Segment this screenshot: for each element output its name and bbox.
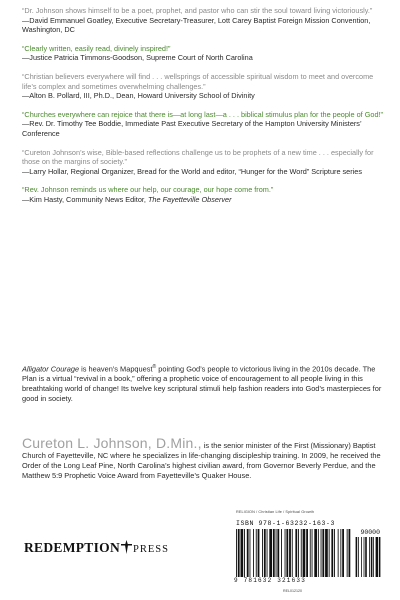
barcode-bar	[277, 529, 279, 577]
barcode-bar	[342, 529, 344, 577]
publisher-logo	[24, 540, 169, 558]
barcode-bar	[267, 529, 268, 577]
barcode-bar	[314, 529, 317, 577]
barcode-bar	[236, 529, 237, 577]
endorsement-3	[22, 72, 388, 101]
barcode-bar	[264, 529, 266, 577]
endorsement-attribution: —David Emmanuel Goatley, Executive Secretary-Treasurer, Lott Carey Baptist Foreign Mission Convention, Washington, DC	[22, 15, 371, 35]
barcode-bar	[292, 529, 293, 577]
reference-code: REL012120	[283, 589, 302, 593]
barcode-bar	[289, 529, 291, 577]
book-description	[22, 362, 384, 404]
endorsement-4	[22, 110, 388, 139]
endorsement-attribution: —Justice Patricia Timmons-Goodson, Supreme Court of North Carolina	[22, 53, 253, 63]
publisher-name-press: PRESS	[133, 544, 169, 556]
barcode-bar	[306, 529, 308, 577]
author-name: Cureton L. Johnson, D.Min.,	[22, 435, 202, 451]
price-barcode-bar	[373, 537, 374, 577]
redemption-press-logo-icon	[121, 540, 132, 558]
barcode-bar	[238, 529, 240, 577]
endorsement-6	[22, 185, 388, 204]
barcode-bar	[285, 529, 286, 577]
publisher-name: REDEMPTION	[24, 540, 121, 556]
endorsement-quote: “Cureton Johnson’s wise, Bible-based reflections challenge us to be prophets of a new time . . . especially for those on the margins of society.”	[22, 147, 374, 167]
barcode-bar	[269, 529, 272, 577]
barcode-bar	[286, 529, 288, 577]
isbn-barcode	[232, 520, 382, 586]
price-barcode-bar	[358, 537, 359, 577]
barcode-bar	[256, 529, 257, 577]
price-barcode-bar	[371, 537, 373, 577]
barcode-bar	[250, 529, 251, 577]
endorsement-attribution: —Rev. Dr. Timothy Tee Boddie, Immediate Past Executive Secretary of the Hampton University Ministers’ Conference	[22, 119, 362, 138]
barcode-bar	[276, 529, 277, 577]
price-barcode-bar	[356, 537, 358, 577]
barcode-bar	[321, 529, 322, 577]
barcode-bar	[253, 529, 254, 577]
endorsement-quote: “Churches everywhere can rejoice that there is—at long last—a . . . biblical stimulus plan for the people of God!”	[22, 109, 383, 119]
endorsements	[22, 6, 388, 214]
barcode-bar	[301, 529, 302, 577]
barcode-bar	[241, 529, 244, 577]
barcode-bar	[340, 529, 341, 577]
endorsement-quote: “Christian believers everywhere will find . . . wellsprings of accessible spiritual wisdom to meet and overcome life’s complex and sometimes overwhelming challenges.”	[22, 71, 374, 91]
publication-title: The Fayetteville Observer	[147, 194, 232, 204]
endorsement-5	[22, 148, 388, 177]
barcode-bar	[298, 529, 299, 577]
attribution-text: —Kim Hasty, Community News Editor,	[22, 194, 148, 204]
author-bio	[22, 436, 384, 481]
bisac-category: RELIGION / Christian Life / Spiritual Growth	[236, 510, 315, 514]
barcode-bar	[334, 529, 335, 577]
barcode-bar	[338, 529, 339, 577]
endorsement-quote: “Rev. Johnson reminds us where our help, our courage, our hope come from.”	[22, 185, 274, 195]
price-barcode-bar	[379, 537, 381, 577]
endorsement-quote: “Dr. Johnson shows himself to be a poet, prophet, and pastor who can stir the soul toward living victoriously.”	[22, 6, 373, 15]
endorsement-quote: “Clearly written, easily read, divinely inspired!”	[22, 43, 171, 53]
price-barcode-bar	[369, 537, 370, 577]
barcode-bar	[247, 529, 249, 577]
price-code: 90000	[360, 529, 380, 536]
barcode-bar	[312, 529, 313, 577]
barcode-bar	[331, 529, 333, 577]
description-text: is heaven’s Mapquest	[79, 364, 153, 374]
isbn-number: ISBN 978-1-63232-163-3	[236, 520, 336, 527]
barcode-bar	[310, 529, 311, 577]
endorsement-1	[22, 6, 388, 35]
barcode-bar	[303, 529, 306, 577]
endorsement-attribution: —Alton B. Pollard, III, Ph.D., Dean, Howard University School of Divinity	[22, 91, 255, 101]
barcode-bar	[281, 529, 282, 577]
registered-mark: ®	[152, 364, 157, 370]
book-title: Alligator Courage	[22, 364, 80, 374]
endorsement-2	[22, 44, 388, 63]
barcode-bar	[244, 529, 245, 577]
price-barcode-bar	[365, 537, 367, 577]
author-bio-text: is the senior minister of the First (Missionary) Baptist Church of Fayetteville, NC where he specializes in life-changing discipleship training. In 2009, he received the Order of the Long Leaf Pine, North Carolina’s highest civilian award, from Governor Beverly Perdue, and the Matthew 5:9 Prophetic Voice Award from Fayetteville’s Quaker House.	[22, 441, 381, 480]
barcode-bar	[322, 529, 324, 577]
description-text-continued: pointing God’s people to victorious living in the 2010s decade. The Plan is a virtual “revival in a book,” offering a prophetic voice of encouragement to all people living in this breathtaking world of change! Its twelve key scriptural stimuli help fashion readers into God’s masterpieces for good in society.	[22, 364, 382, 404]
barcode-bar	[318, 529, 319, 577]
barcode-bar	[295, 529, 297, 577]
barcode-bar	[273, 529, 275, 577]
barcode-bar	[347, 529, 348, 577]
barcode-bar	[262, 529, 263, 577]
price-barcode-bar	[376, 537, 378, 577]
barcode-bar	[325, 529, 328, 577]
price-barcode-bar	[364, 537, 365, 577]
barcode-digits: 9 781632 321633	[234, 577, 307, 584]
endorsement-attribution	[22, 195, 388, 205]
endorsement-attribution: —Larry Hollar, Regional Organizer, Bread for the World and editor, “Hunger for the Word” Scripture series	[22, 166, 362, 176]
price-barcode-bar	[361, 537, 362, 577]
barcode-graphic	[232, 529, 382, 577]
barcode-bar	[258, 529, 260, 577]
barcode-bar	[349, 529, 351, 577]
barcode-bar	[329, 529, 330, 577]
